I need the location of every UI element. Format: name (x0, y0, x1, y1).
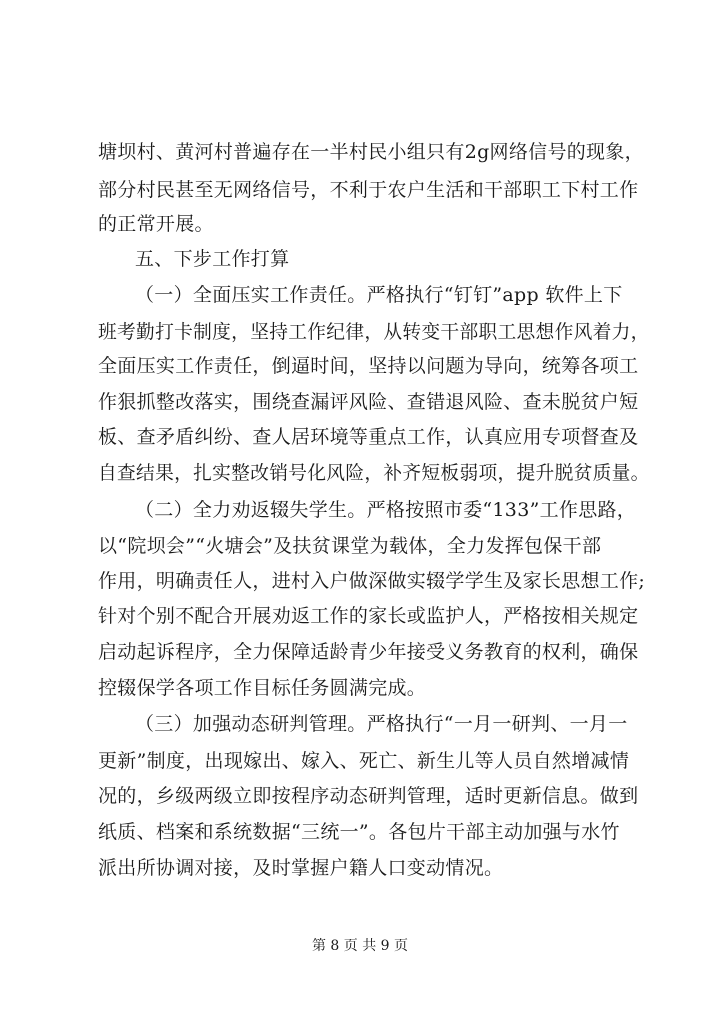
text-line-20: 纸质、档案和系统数据“三统一”。各包片干部主动加强与水竹 (98, 821, 620, 843)
text-line-18: 更新”制度，出现嫁出、嫁入、死亡、新生儿等人员自然增减情 (98, 750, 630, 772)
text-line-13: 作用，明确责任人，进村入户做深做实辍学学生及家长思想工作; (98, 570, 646, 592)
text-line-15: 启动起诉程序，全力保障适龄青少年接受义务教育的权利，确保 (98, 641, 639, 663)
text-line-11: （二）全力劝返辍失学生。严格按照市委“133”工作思路， (135, 499, 637, 521)
text-line-10: 自查结果，扎实整改销号化风险，补齐短板弱项，提升脱贫质量。 (98, 462, 650, 484)
text-line-5: （一）全面压实工作责任。严格执行“钉钉”app 软件上下 (135, 284, 623, 306)
text-line-6: 班考勤打卡制度，坚持工作纪律，从转变干部职工思想作风着力， (98, 321, 650, 343)
text-line-3: 的正常开展。 (98, 213, 214, 235)
text-line-16: 控辍保学各项工作目标任务圆满完成。 (98, 677, 427, 699)
text-line-19: 况的，乡级两级立即按程序动态研判管理，适时更新信息。做到 (98, 785, 639, 807)
text-line-8: 作狠抓整改落实，围绕查漏评风险、查错退风险、查未脱贫户短 (98, 391, 639, 413)
text-line-7: 全面压实工作责任，倒逼时间，坚持以问题为导向，统筹各项工 (98, 355, 639, 377)
text-line-17: （三）加强动态研判管理。严格执行“一月一研判、一月一 (135, 713, 628, 735)
text-line-12: 以“院坝会”“火塘会”及扶贫课堂为载体，全力发挥包保干部 (98, 535, 602, 557)
text-line-21: 派出所协调对接，及时掌握户籍人口变动情况。 (98, 857, 504, 879)
text-line-2: 部分村民甚至无网络信号，不利于农户生活和干部职工下村工作 (98, 179, 639, 201)
page-number-footer: 第 8 页 共 9 页 (311, 938, 409, 954)
text-line-9: 板、查矛盾纠纷、查人居环境等重点工作，认真应用专项督查及 (98, 426, 639, 448)
text-line-14: 针对个别不配合开展劝返工作的家长或监护人，严格按相关规定 (98, 605, 639, 627)
section-heading-5: 五、下步工作打算 (135, 248, 290, 270)
text-line-1: 塘坝村、黄河村普遍存在一半村民小组只有2g网络信号的现象， (98, 141, 644, 163)
